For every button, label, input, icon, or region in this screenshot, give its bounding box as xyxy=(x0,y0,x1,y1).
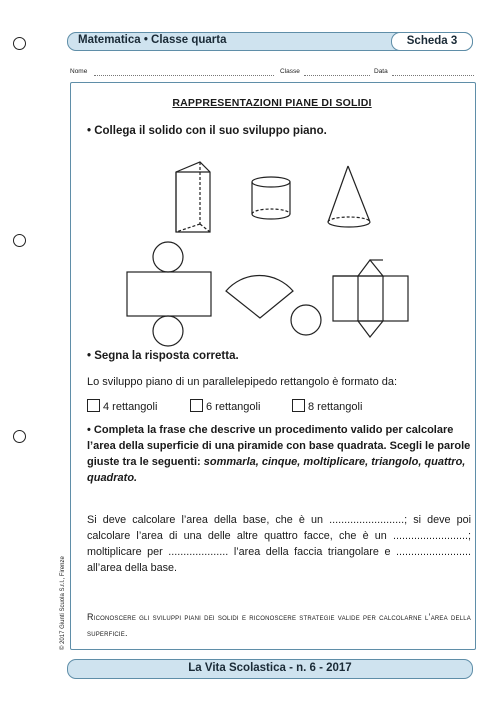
cylinder-net[interactable] xyxy=(127,242,211,346)
prism-net[interactable] xyxy=(333,260,408,337)
option-4-rectangles[interactable] xyxy=(87,399,157,413)
worksheet-title: RAPPRESENTAZIONI PIANE DI SOLIDI xyxy=(172,97,372,109)
option-label-1: 4 rettangoli xyxy=(103,401,158,413)
date-label: Data xyxy=(374,68,388,75)
instruction-complete xyxy=(87,422,472,486)
instruction-choose: • Segna la risposta corretta. xyxy=(87,350,239,362)
option-label-3: 8 rettangoli xyxy=(308,401,363,413)
checkbox-option-2[interactable] xyxy=(190,399,203,412)
name-label: Nome xyxy=(70,68,88,75)
checkbox-option-1[interactable] xyxy=(87,399,100,412)
fill-in-paragraph: Si deve calcolare l’area della base, che è un .........................; si deve poi calcolare l’area di una delle altre quattro facce, che è un .........................; moltiplicare per .................... l’area della faccia triangolare e ......................... all’area della base. xyxy=(87,514,471,574)
learning-objective: Riconoscere gli sviluppi piani dei solidi e riconoscere strategie valide per calcolarne l’area della superficie. xyxy=(87,612,471,638)
cone-solid[interactable] xyxy=(328,166,370,227)
triangular-prism-solid[interactable] xyxy=(176,162,210,232)
magazine-issue: La Vita Scolastica - n. 6 - 2017 xyxy=(188,662,352,674)
word-list: sommarla, cinque, moltiplicare, triangolo, quattro, quadrato. xyxy=(87,456,466,484)
worksheet-number: Scheda 3 xyxy=(406,35,458,47)
copyright-notice: © 2017 Giunti Scuola S.r.l., Firenze xyxy=(60,556,66,650)
instruction-complete-text: • Completa la frase che descrive un procedimento valido per calcolare l’area della superficie di una piramide con base quadrata. Scegli le parole giuste tra le seguenti: xyxy=(87,424,471,468)
subject-title: Matematica • Classe quarta xyxy=(78,34,227,46)
class-label: Classe xyxy=(280,68,300,75)
option-label-2: 6 rettangoli xyxy=(206,401,261,413)
option-8-rectangles[interactable] xyxy=(292,399,362,413)
checkbox-option-3[interactable] xyxy=(292,399,305,412)
instruction-match: • Collega il solido con il suo sviluppo piano. xyxy=(87,125,327,137)
question-text: Lo sviluppo piano di un parallelepipedo rettangolo è formato da: xyxy=(87,376,398,388)
cone-net[interactable] xyxy=(226,276,321,335)
option-6-rectangles[interactable] xyxy=(190,399,260,413)
footer-bar xyxy=(67,659,473,679)
cylinder-solid[interactable] xyxy=(252,177,290,219)
